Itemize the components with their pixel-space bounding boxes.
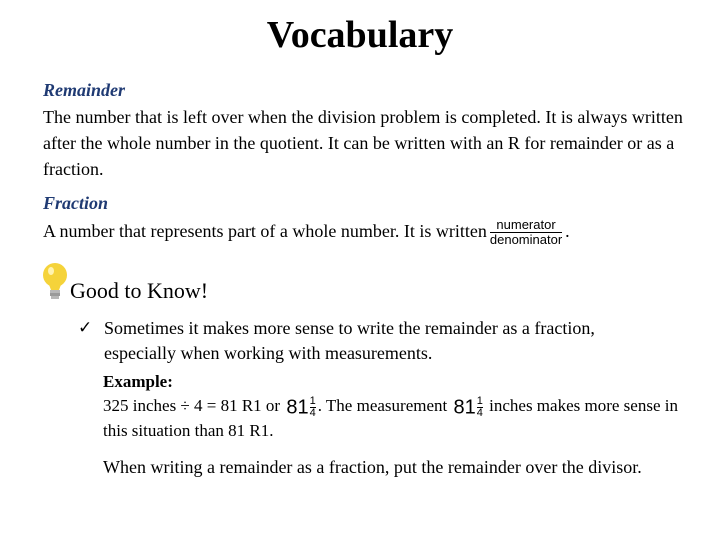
fraction-end-punct: . — [565, 221, 570, 241]
example-part1: 325 inches ÷ 4 = 81 R1 or — [103, 396, 281, 415]
fraction-definition — [43, 218, 683, 247]
example-block — [103, 370, 683, 443]
mixed-den: 4 — [476, 406, 483, 419]
numerator-denominator-fraction — [490, 218, 562, 247]
checkmark-icon: ✓ — [78, 318, 93, 338]
example-label: Example: — [103, 372, 173, 391]
example-line — [103, 394, 683, 443]
lightbulb-icon — [42, 262, 68, 309]
final-note: When writing a remainder as a fraction, put the remainder over the divisor. — [103, 457, 642, 477]
mixed-fraction — [477, 396, 483, 419]
mixed-num: 1 — [309, 394, 316, 407]
mixed-whole: 81 — [453, 396, 476, 419]
term-fraction: Fraction — [43, 193, 109, 213]
good-to-know-heading: Good to Know! — [70, 278, 209, 303]
numerator-label: numerator — [496, 217, 556, 233]
mixed-fraction — [310, 396, 316, 419]
page-title: Vocabulary — [266, 14, 454, 56]
mixed-number-2 — [454, 395, 483, 420]
example-part2: . The measurement — [317, 396, 448, 415]
denominator-label: denominator — [489, 232, 563, 248]
example-part3: inches makes more sense in this situation than 81 R1. — [103, 396, 678, 441]
mixed-number-1 — [286, 395, 315, 420]
mixed-num: 1 — [476, 394, 483, 407]
remainder-definition: The number that is left over when the division problem is completed. It is always written after the whole number in the quotient. It can be written with an R for remainder or as a fraction. — [43, 107, 683, 179]
mixed-whole: 81 — [286, 396, 309, 419]
mixed-den: 4 — [309, 406, 316, 419]
bullet-text: Sometimes it makes more sense to write the remainder as a fraction, especially when working with measurements. — [104, 318, 595, 363]
term-remainder: Remainder — [43, 80, 126, 100]
fraction-definition-text: A number that represents part of a whole number. It is written — [43, 221, 487, 241]
